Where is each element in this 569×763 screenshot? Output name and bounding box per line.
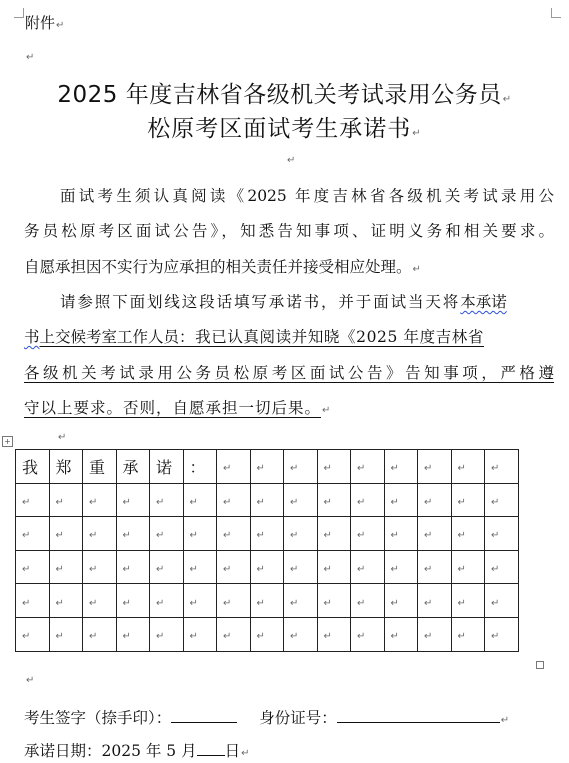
paragraph-mark-icon: ↵ bbox=[55, 564, 64, 576]
paragraph-mark-icon: ↵ bbox=[56, 20, 65, 31]
paragraph-mark-icon: ↵ bbox=[502, 94, 512, 105]
paragraph-mark-icon: ↵ bbox=[122, 564, 131, 576]
grid-cell[interactable] bbox=[284, 450, 318, 484]
grid-cell[interactable] bbox=[250, 584, 284, 618]
grid-cell[interactable] bbox=[183, 550, 217, 584]
paragraph-mark-icon: ↵ bbox=[241, 748, 250, 759]
grid-cell[interactable] bbox=[317, 617, 351, 651]
paragraph-mark-icon: ↵ bbox=[223, 496, 232, 508]
date-day-field[interactable] bbox=[197, 739, 225, 756]
paragraph-mark-icon: ↵ bbox=[287, 155, 296, 166]
grid-cell[interactable] bbox=[418, 517, 452, 551]
grid-cell[interactable] bbox=[284, 550, 318, 584]
paragraph-mark-icon: ↵ bbox=[58, 432, 67, 443]
paragraph-mark-icon: ↵ bbox=[322, 405, 331, 416]
grid-cell[interactable] bbox=[83, 617, 117, 651]
paragraph-mark-icon: ↵ bbox=[223, 631, 232, 643]
grid-cell[interactable] bbox=[83, 450, 117, 484]
page-title-line2 bbox=[0, 110, 569, 143]
grid-cell[interactable] bbox=[217, 617, 251, 651]
paragraph-mark-icon: ↵ bbox=[22, 564, 31, 576]
grid-cell[interactable] bbox=[418, 550, 452, 584]
paragraph-mark-icon: ↵ bbox=[424, 597, 433, 609]
paragraph-mark-icon: ↵ bbox=[189, 597, 198, 609]
grid-cell[interactable] bbox=[384, 617, 418, 651]
grid-cell[interactable] bbox=[485, 550, 519, 584]
paragraph-mark-icon: ↵ bbox=[89, 496, 98, 508]
paragraph-mark-icon: ↵ bbox=[491, 463, 500, 475]
grid-cell[interactable] bbox=[183, 617, 217, 651]
grid-cell[interactable] bbox=[16, 584, 50, 618]
grid-cell-char: 承 bbox=[122, 457, 139, 477]
paragraph-mark-icon: ↵ bbox=[256, 597, 265, 609]
grid-cell[interactable] bbox=[485, 483, 519, 517]
grid-cell[interactable] bbox=[217, 584, 251, 618]
date-row bbox=[24, 739, 250, 761]
paragraph-mark-icon: ↵ bbox=[390, 631, 399, 643]
grid-cell[interactable] bbox=[284, 517, 318, 551]
paragraph-mark-icon: ↵ bbox=[256, 631, 265, 643]
grid-cell[interactable] bbox=[451, 550, 485, 584]
body-paragraph2-line2 bbox=[24, 325, 554, 349]
paragraph-mark-icon: ↵ bbox=[457, 564, 466, 576]
grid-cell[interactable] bbox=[418, 483, 452, 517]
grid-cell[interactable] bbox=[250, 617, 284, 651]
grid-cell[interactable] bbox=[116, 584, 150, 618]
paragraph-mark-icon: ↵ bbox=[323, 564, 332, 576]
paragraph-mark-icon: ↵ bbox=[22, 496, 31, 508]
paragraph-mark-icon: ↵ bbox=[156, 631, 165, 643]
grid-cell[interactable] bbox=[150, 550, 184, 584]
paragraph-mark-icon: ↵ bbox=[89, 564, 98, 576]
grid-cell[interactable] bbox=[150, 517, 184, 551]
grid-cell[interactable] bbox=[217, 450, 251, 484]
paragraph-mark-icon: ↵ bbox=[256, 496, 265, 508]
grid-cell[interactable] bbox=[183, 584, 217, 618]
id-number-field[interactable] bbox=[337, 706, 500, 723]
paragraph-mark-icon: ↵ bbox=[189, 496, 198, 508]
grid-cell[interactable] bbox=[83, 517, 117, 551]
paragraph-mark-icon: ↵ bbox=[491, 530, 500, 542]
paragraph-mark-icon: ↵ bbox=[424, 463, 433, 475]
grid-cell[interactable] bbox=[16, 450, 50, 484]
paragraph-mark-icon: ↵ bbox=[390, 564, 399, 576]
paragraph-mark-icon: ↵ bbox=[290, 564, 299, 576]
paragraph-mark-icon: ↵ bbox=[223, 564, 232, 576]
paragraph-mark-icon: ↵ bbox=[122, 597, 131, 609]
grid-row bbox=[16, 550, 519, 584]
id-number-label: 身份证号： bbox=[259, 709, 337, 727]
paragraph-mark-icon: ↵ bbox=[22, 530, 31, 542]
paragraph-mark-icon: ↵ bbox=[156, 597, 165, 609]
p2-line1-text: 请参照下面划线这段话填写承诺书，并于面试当天将 bbox=[60, 293, 461, 311]
paragraph-mark-icon: ↵ bbox=[323, 631, 332, 643]
grid-cell[interactable] bbox=[451, 617, 485, 651]
paragraph-mark-icon: ↵ bbox=[256, 463, 265, 475]
paragraph-mark-icon: ↵ bbox=[457, 631, 466, 643]
grid-cell[interactable] bbox=[16, 550, 50, 584]
grid-cell[interactable] bbox=[16, 617, 50, 651]
paragraph-mark-icon: ↵ bbox=[223, 530, 232, 542]
p1-line3-text: 自愿承担因不实行为应承担的相关责任并接受相应处理。 bbox=[24, 258, 412, 276]
paragraph-mark-icon: ↵ bbox=[357, 463, 366, 475]
grid-cell[interactable] bbox=[150, 450, 184, 484]
grid-cell-char: 郑 bbox=[55, 457, 72, 477]
signature-row bbox=[24, 706, 509, 728]
paragraph-mark-icon: ↵ bbox=[357, 564, 366, 576]
paragraph-mark-icon: ↵ bbox=[223, 597, 232, 609]
grid-cell-char: 我 bbox=[22, 457, 39, 477]
paragraph-mark-icon: ↵ bbox=[189, 631, 198, 643]
body-paragraph1-line1: 面试考生须认真阅读《2025 年度吉林省各级机关考试录用公 bbox=[60, 187, 554, 205]
margin-corner-top-right bbox=[551, 8, 561, 18]
grid-cell[interactable] bbox=[250, 450, 284, 484]
paragraph-mark-icon: ↵ bbox=[390, 463, 399, 475]
title-line2-text: 松原考区面试考生承诺书 bbox=[147, 116, 412, 142]
grid-cell[interactable] bbox=[485, 584, 519, 618]
grid-cell[interactable] bbox=[116, 550, 150, 584]
grid-cell[interactable] bbox=[351, 584, 385, 618]
grid-cell-char: 诺 bbox=[156, 457, 173, 477]
p2-line1-highlight: 本承诺 bbox=[460, 293, 507, 311]
p2-line2-highlight-start: 书 bbox=[24, 328, 40, 346]
p2-line2-underlined-rest: ：我已认真阅读并知晓《2025 年度吉林省 bbox=[179, 328, 485, 346]
grid-cell[interactable] bbox=[317, 550, 351, 584]
grid-cell[interactable] bbox=[284, 483, 318, 517]
grid-cell[interactable] bbox=[485, 450, 519, 484]
grid-cell[interactable] bbox=[485, 517, 519, 551]
grid-cell[interactable] bbox=[351, 517, 385, 551]
grid-cell[interactable] bbox=[49, 450, 83, 484]
body-paragraph1-line2: 务员松原考区面试公告》，知悉告知事项、证明义务和相关要求。 bbox=[24, 222, 554, 240]
paragraph-mark-icon: ↵ bbox=[26, 675, 35, 686]
paragraph-mark-icon: ↵ bbox=[412, 128, 422, 139]
grid-cell[interactable] bbox=[116, 517, 150, 551]
p2-line4-text: 守以上要求。否则，自愿承担一切后果。 bbox=[24, 399, 322, 417]
paragraph-mark-icon: ↵ bbox=[189, 564, 198, 576]
grid-cell[interactable] bbox=[284, 584, 318, 618]
paragraph-mark-icon: ↵ bbox=[457, 530, 466, 542]
paragraph-mark-icon: ↵ bbox=[424, 530, 433, 542]
grid-cell[interactable] bbox=[384, 550, 418, 584]
signature-label: 考生签字（捺手印）： bbox=[24, 709, 172, 727]
grid-cell[interactable] bbox=[49, 517, 83, 551]
paragraph-mark-icon: ↵ bbox=[323, 496, 332, 508]
paragraph-mark-icon: ↵ bbox=[412, 264, 421, 275]
grid-cell[interactable] bbox=[83, 550, 117, 584]
grid-cell[interactable] bbox=[49, 550, 83, 584]
paragraph-mark-icon: ↵ bbox=[323, 530, 332, 542]
grid-cell[interactable] bbox=[384, 584, 418, 618]
paragraph-mark-icon: ↵ bbox=[491, 631, 500, 643]
grid-row bbox=[16, 483, 519, 517]
grid-cell[interactable] bbox=[49, 617, 83, 651]
grid-cell[interactable] bbox=[351, 450, 385, 484]
paragraph-mark-icon: ↵ bbox=[390, 597, 399, 609]
paragraph-mark-icon: ↵ bbox=[357, 597, 366, 609]
grid-cell[interactable] bbox=[384, 483, 418, 517]
grid-cell[interactable] bbox=[250, 483, 284, 517]
commitment-grid bbox=[15, 449, 519, 652]
paragraph-mark-icon: ↵ bbox=[424, 631, 433, 643]
paragraph-mark-icon: ↵ bbox=[22, 631, 31, 643]
grid-cell[interactable] bbox=[16, 517, 50, 551]
grid-cell[interactable] bbox=[49, 584, 83, 618]
grid-cell[interactable] bbox=[83, 584, 117, 618]
grid-cell[interactable] bbox=[83, 483, 117, 517]
signature-field[interactable] bbox=[171, 706, 237, 723]
paragraph-mark-icon: ↵ bbox=[122, 530, 131, 542]
paragraph-mark-icon: ↵ bbox=[156, 564, 165, 576]
grid-cell[interactable] bbox=[451, 517, 485, 551]
paragraph-mark-icon: ↵ bbox=[290, 463, 299, 475]
paragraph-mark-icon: ↵ bbox=[89, 530, 98, 542]
grid-cell[interactable] bbox=[317, 517, 351, 551]
grid-cell[interactable] bbox=[451, 483, 485, 517]
paragraph-mark-icon: ↵ bbox=[55, 631, 64, 643]
paragraph-mark-icon: ↵ bbox=[357, 530, 366, 542]
grid-row bbox=[16, 517, 519, 551]
grid-cell[interactable] bbox=[116, 450, 150, 484]
attachment-text: 附件 bbox=[25, 14, 56, 32]
table-resize-handle-icon[interactable] bbox=[536, 661, 544, 669]
grid-cell[interactable] bbox=[351, 550, 385, 584]
paragraph-mark-icon: ↵ bbox=[256, 530, 265, 542]
body-paragraph2-line4 bbox=[24, 396, 554, 423]
paragraph-mark-icon: ↵ bbox=[457, 597, 466, 609]
grid-cell[interactable] bbox=[384, 450, 418, 484]
grid-cell[interactable] bbox=[418, 617, 452, 651]
grid-cell[interactable] bbox=[16, 483, 50, 517]
grid-cell[interactable] bbox=[250, 517, 284, 551]
paragraph-mark-icon: ↵ bbox=[122, 496, 131, 508]
paragraph-mark-icon: ↵ bbox=[491, 564, 500, 576]
paragraph-mark-icon: ↵ bbox=[424, 496, 433, 508]
grid-cell[interactable] bbox=[317, 584, 351, 618]
date-day-suffix: 日 bbox=[224, 742, 241, 760]
grid-cell[interactable] bbox=[150, 617, 184, 651]
grid-cell[interactable] bbox=[250, 550, 284, 584]
grid-cell[interactable] bbox=[183, 483, 217, 517]
paragraph-mark-icon: ↵ bbox=[290, 597, 299, 609]
paragraph-mark-icon: ↵ bbox=[390, 530, 399, 542]
paragraph-mark-icon: ↵ bbox=[290, 496, 299, 508]
paragraph-mark-icon: ↵ bbox=[156, 530, 165, 542]
grid-cell[interactable] bbox=[150, 483, 184, 517]
paragraph-mark-icon: ↵ bbox=[156, 496, 165, 508]
grid-cell[interactable] bbox=[418, 584, 452, 618]
grid-cell[interactable] bbox=[418, 450, 452, 484]
p2-line2-underlined: 上交候考室工作人员 bbox=[39, 328, 180, 346]
body-paragraph2-line3: 各级机关考试录用公务员松原考区面试公告》告知事项，严格遵 bbox=[24, 364, 554, 382]
grid-cell[interactable] bbox=[150, 584, 184, 618]
paragraph-mark-icon: ↵ bbox=[55, 530, 64, 542]
grid-cell-char: 重 bbox=[89, 457, 106, 477]
commitment-grid-table bbox=[15, 449, 519, 652]
paragraph-mark-icon: ↵ bbox=[26, 52, 35, 63]
date-label: 承诺日期：2025 年 5 月 bbox=[24, 742, 197, 760]
paragraph-mark-icon: ↵ bbox=[89, 631, 98, 643]
grid-cell[interactable] bbox=[384, 517, 418, 551]
grid-cell[interactable] bbox=[49, 483, 83, 517]
grid-cell[interactable] bbox=[217, 550, 251, 584]
grid-cell[interactable] bbox=[451, 584, 485, 618]
paragraph-mark-icon: ↵ bbox=[223, 463, 232, 475]
paragraph-mark-icon: ↵ bbox=[491, 597, 500, 609]
paragraph-mark-icon: ↵ bbox=[22, 597, 31, 609]
grid-cell[interactable] bbox=[284, 617, 318, 651]
paragraph-mark-icon: ↵ bbox=[323, 463, 332, 475]
paragraph-mark-icon: ↵ bbox=[357, 496, 366, 508]
paragraph-mark-icon: ↵ bbox=[55, 597, 64, 609]
grid-cell[interactable] bbox=[451, 450, 485, 484]
grid-cell[interactable] bbox=[217, 483, 251, 517]
grid-row bbox=[16, 450, 519, 484]
paragraph-mark-icon: ↵ bbox=[457, 496, 466, 508]
paragraph-mark-icon: ↵ bbox=[424, 564, 433, 576]
paragraph-mark-icon: ↵ bbox=[290, 530, 299, 542]
table-move-handle-icon[interactable]: + bbox=[2, 436, 13, 447]
title-line1-text: 2025 年度吉林省各级机关考试录用公务员 bbox=[57, 82, 502, 108]
paragraph-mark-icon: ↵ bbox=[256, 564, 265, 576]
paragraph-mark-icon: ↵ bbox=[122, 631, 131, 643]
grid-cell[interactable] bbox=[351, 617, 385, 651]
grid-cell[interactable] bbox=[116, 617, 150, 651]
body-paragraph1-line3 bbox=[24, 255, 554, 282]
paragraph-mark-icon: ↵ bbox=[89, 597, 98, 609]
paragraph-mark-icon: ↵ bbox=[357, 631, 366, 643]
grid-cell[interactable] bbox=[116, 483, 150, 517]
paragraph-mark-icon: ↵ bbox=[390, 496, 399, 508]
grid-cell[interactable] bbox=[217, 517, 251, 551]
paragraph-mark-icon: ↵ bbox=[491, 496, 500, 508]
grid-cell[interactable] bbox=[485, 617, 519, 651]
grid-cell[interactable] bbox=[183, 517, 217, 551]
paragraph-mark-icon: ↵ bbox=[55, 496, 64, 508]
grid-cell[interactable] bbox=[317, 483, 351, 517]
paragraph-mark-icon: ↵ bbox=[457, 463, 466, 475]
paragraph-mark-icon: ↵ bbox=[323, 597, 332, 609]
grid-row bbox=[16, 584, 519, 618]
grid-row bbox=[16, 617, 519, 651]
grid-cell[interactable] bbox=[183, 450, 217, 484]
grid-cell[interactable] bbox=[317, 450, 351, 484]
body-paragraph2-line1 bbox=[60, 290, 554, 314]
attachment-label bbox=[25, 12, 64, 33]
margin-corner-top-left bbox=[14, 8, 24, 18]
grid-cell[interactable] bbox=[351, 483, 385, 517]
paragraph-mark-icon: ↵ bbox=[500, 715, 510, 726]
paragraph-mark-icon: ↵ bbox=[290, 631, 299, 643]
grid-cell-char: ： bbox=[189, 457, 206, 477]
paragraph-mark-icon: ↵ bbox=[189, 530, 198, 542]
page-title-line1 bbox=[0, 76, 569, 109]
